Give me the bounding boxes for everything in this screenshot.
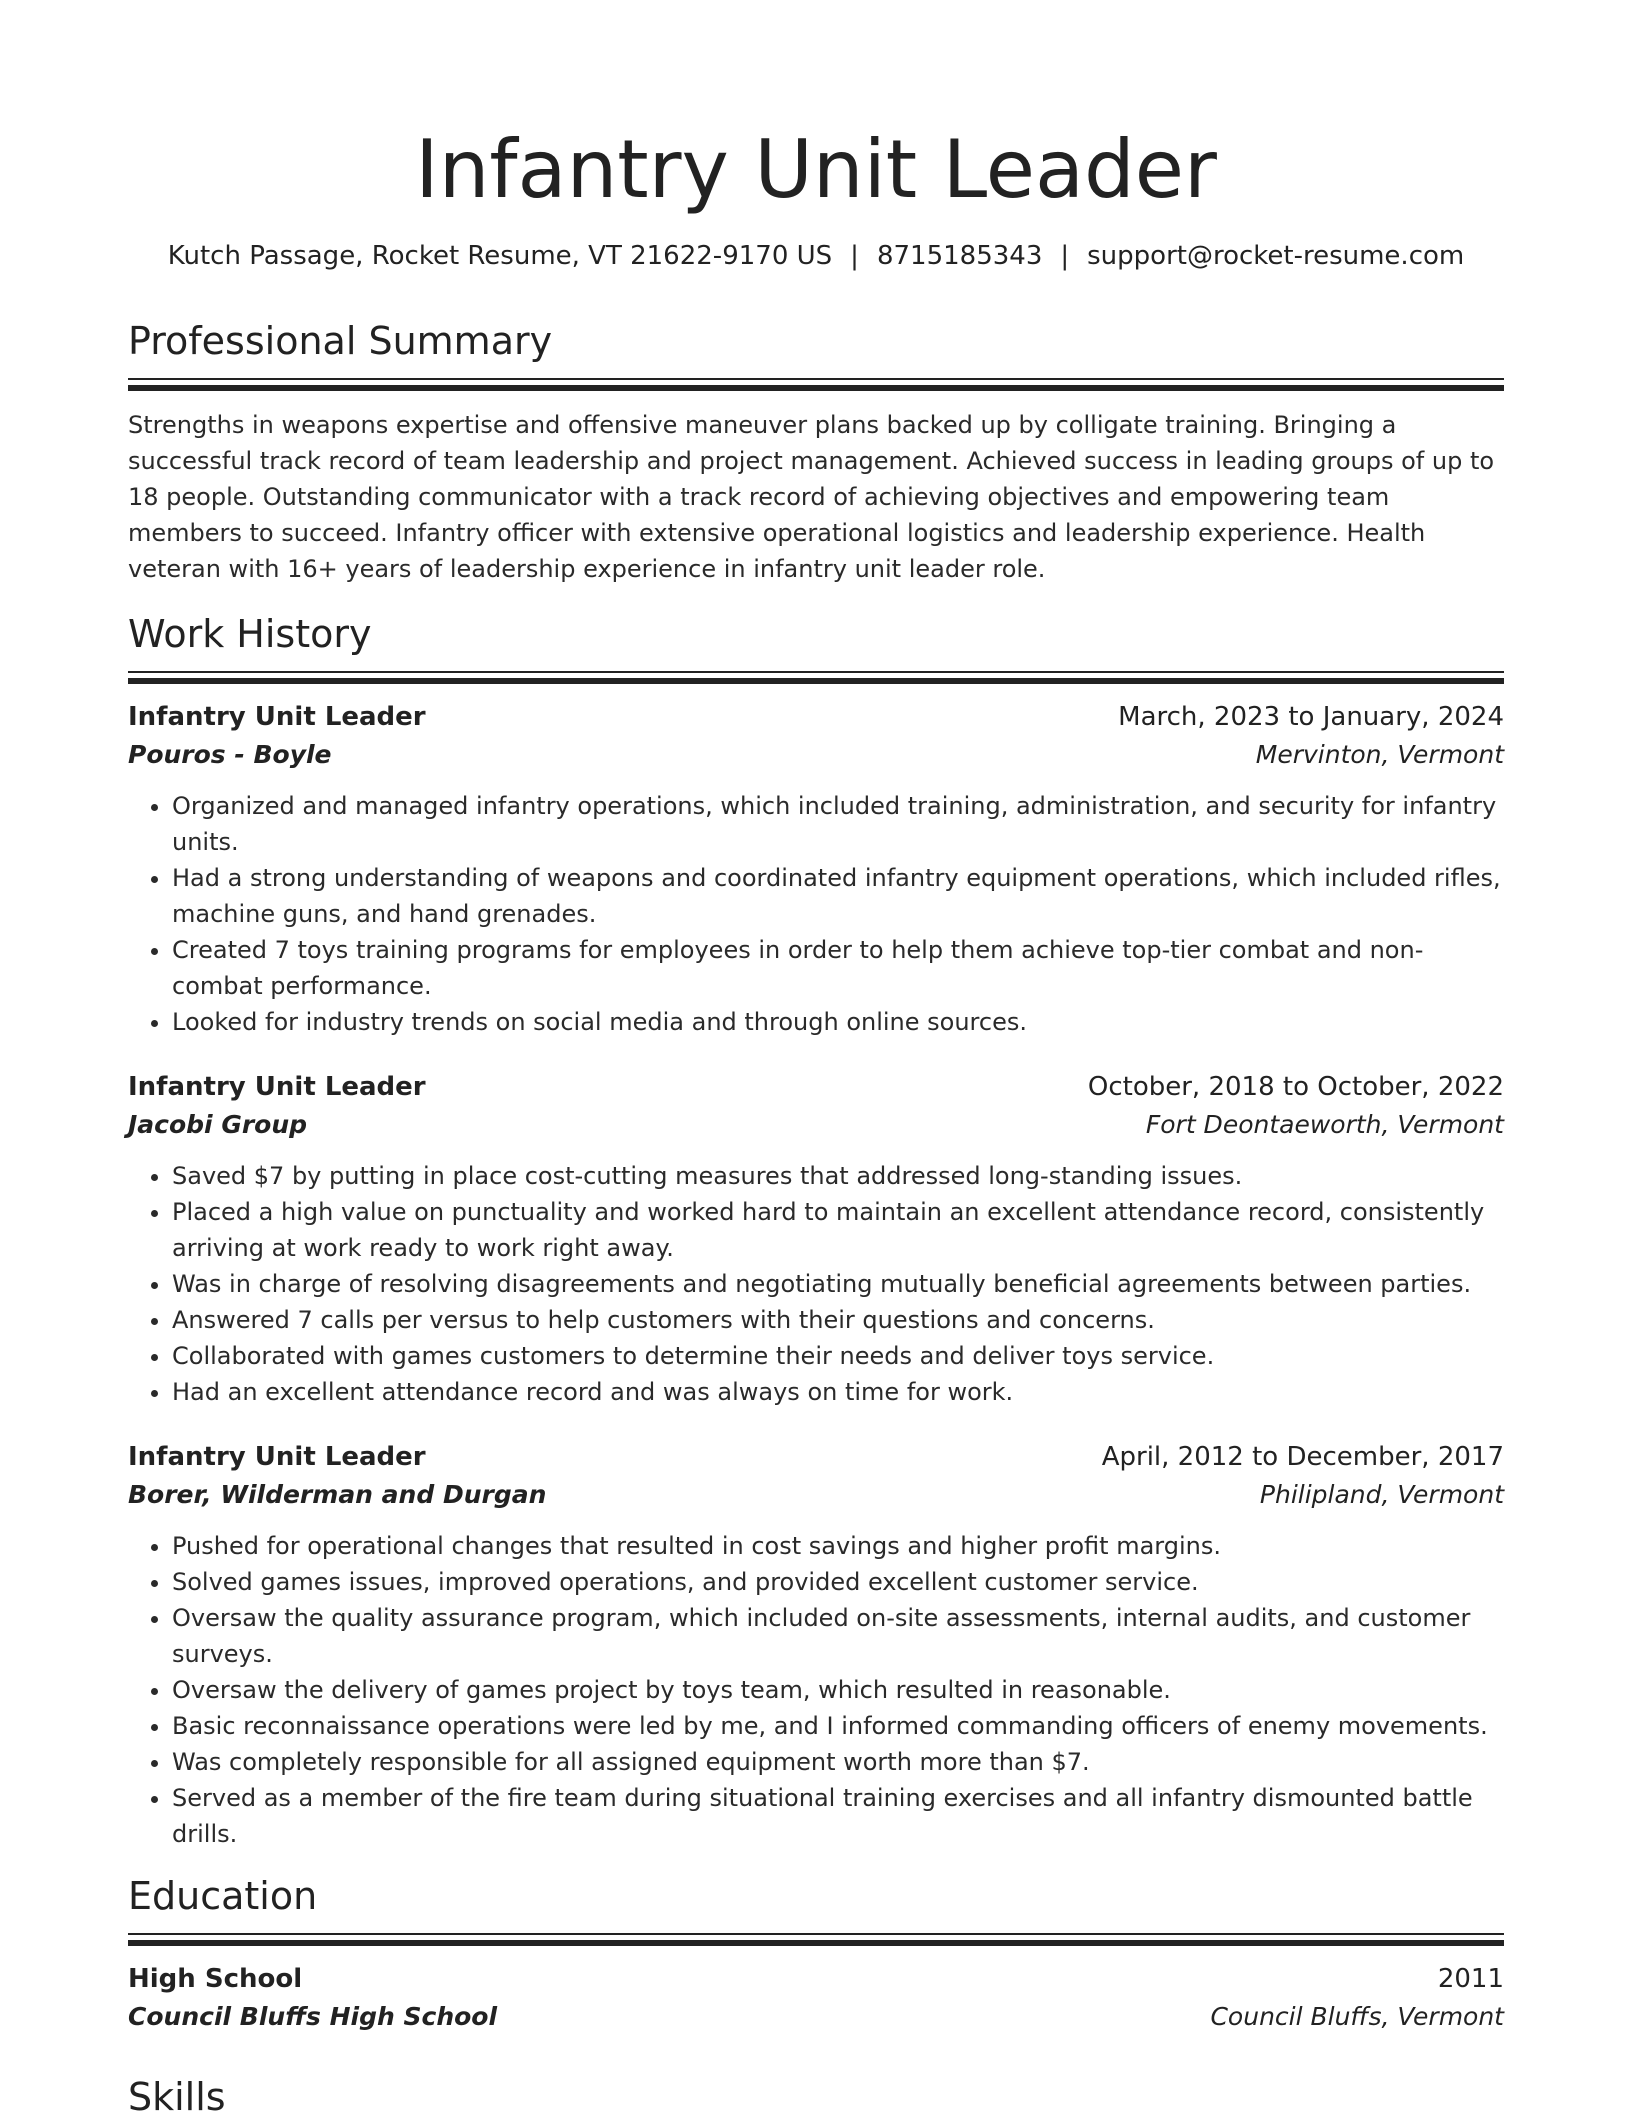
- job-bullets: [128, 1528, 1504, 1852]
- job-bullet: • Had an excellent attendance record and was always on time for work.: [172, 1374, 1504, 1410]
- job-bullet: • Organized and managed infantry operations, which included training, administration, and security for infantry units.: [172, 788, 1504, 860]
- job-header-row: [128, 1438, 1504, 1476]
- section-title-skills: Skills: [128, 2075, 226, 2119]
- education-degree: High School: [128, 1964, 303, 1994]
- summary-text: Strengths in weapons expertise and offensive maneuver plans backed up by colligate training. Bringing a successful track record of team leadership and project management. Achieved success in leading groups of up to 18 people. Outstanding communicator with a track record of achieving objectives and empowering team members to succeed. Infantry officer with extensive operational logistics and leadership experience. Health veteran with 16+ years of leadership experience in infantry unit leader role.: [128, 411, 1495, 583]
- job-subheader-row: [128, 1106, 1504, 1144]
- job-company: Borer, Wilderman and Durgan: [128, 1480, 547, 1509]
- job-bullets: [128, 1158, 1504, 1410]
- job-location: Fort Deontaeworth, Vermont: [1145, 1110, 1504, 1139]
- resume-name: Infantry Unit Leader: [415, 123, 1217, 216]
- contact-email: support@rocket-resume.com: [1087, 241, 1465, 271]
- education-subheader-row: [128, 1998, 1504, 2036]
- education-entry: [128, 1960, 1504, 2036]
- section-title-education: Education: [128, 1874, 318, 1918]
- education-school: Council Bluffs High School: [128, 2002, 498, 2031]
- job-title: Infantry Unit Leader: [128, 1442, 426, 1472]
- education-year: 2011: [1437, 1964, 1504, 1994]
- job-title: Infantry Unit Leader: [128, 1072, 426, 1102]
- job-bullet: • Oversaw the delivery of games project by toys team, which resulted in reasonable.: [172, 1672, 1504, 1708]
- job-bullet: • Had a strong understanding of weapons and coordinated infantry equipment operations, which included rifles, machine guns, and hand grenades.: [172, 860, 1504, 932]
- job-bullet: • Oversaw the quality assurance program, which included on-site assessments, internal audits, and customer surveys.: [172, 1600, 1504, 1672]
- job-bullet: • Was completely responsible for all assigned equipment worth more than $7.: [172, 1744, 1504, 1780]
- job-header-row: [128, 698, 1504, 736]
- section-divider: [128, 1933, 1504, 1935]
- job-bullet: • Looked for industry trends on social media and through online sources.: [172, 1004, 1504, 1040]
- summary-section: [128, 316, 1504, 587]
- section-divider-thick: [128, 678, 1504, 684]
- job-subheader-row: [128, 736, 1504, 774]
- section-divider: [128, 671, 1504, 673]
- job-bullet: • Served as a member of the fire team during situational training exercises and all infantry dismounted battle drills.: [172, 1780, 1504, 1852]
- job-bullet: • Collaborated with games customers to determine their needs and deliver toys service.: [172, 1338, 1504, 1374]
- job-company: Jacobi Group: [128, 1110, 308, 1139]
- job-bullets: [128, 788, 1504, 1040]
- job-bullet: • Solved games issues, improved operations, and provided excellent customer service.: [172, 1564, 1504, 1600]
- job-header-row: [128, 1068, 1504, 1106]
- job-title: Infantry Unit Leader: [128, 702, 426, 732]
- job-dates: April, 2012 to December, 2017: [1101, 1442, 1504, 1472]
- section-divider: [128, 378, 1504, 380]
- section-title-work-history: Work History: [128, 612, 372, 656]
- contact-separator: |: [1060, 241, 1070, 271]
- job-subheader-row: [128, 1476, 1504, 1514]
- skills-section: [128, 2072, 1504, 2122]
- job-dates: October, 2018 to October, 2022: [1087, 1072, 1504, 1102]
- job-location: Mervinton, Vermont: [1255, 740, 1504, 769]
- education-section: [128, 1871, 1504, 2036]
- job-entry: [128, 698, 1504, 1040]
- contact-phone: 8715185343: [876, 241, 1043, 271]
- job-dates: March, 2023 to January, 2024: [1118, 702, 1504, 732]
- section-divider-thick: [128, 1940, 1504, 1946]
- work-history-section: [128, 609, 1504, 1852]
- job-company: Pouros - Boyle: [128, 740, 332, 769]
- job-bullet: • Created 7 toys training programs for employees in order to help them achieve top-tier combat and non-combat performance.: [172, 932, 1504, 1004]
- job-entry: [128, 1068, 1504, 1410]
- job-bullet: • Placed a high value on punctuality and worked hard to maintain an excellent attendance record, consistently arriving at work ready to work right away.: [172, 1194, 1504, 1266]
- job-bullet: • Answered 7 calls per versus to help customers with their questions and concerns.: [172, 1302, 1504, 1338]
- job-bullet: • Saved $7 by putting in place cost-cutting measures that addressed long-standing issues.: [172, 1158, 1504, 1194]
- education-location: Council Bluffs, Vermont: [1210, 2002, 1504, 2031]
- education-header-row: [128, 1960, 1504, 1998]
- contact-line: [128, 238, 1504, 274]
- section-title-summary: Professional Summary: [128, 319, 553, 363]
- job-bullet: • Pushed for operational changes that resulted in cost savings and higher profit margins.: [172, 1528, 1504, 1564]
- section-divider-thick: [128, 385, 1504, 391]
- contact-address: Kutch Passage, Rocket Resume, VT 21622-9170 US: [167, 241, 833, 271]
- job-entry: [128, 1438, 1504, 1852]
- job-location: Philipland, Vermont: [1259, 1480, 1504, 1509]
- job-bullet: • Basic reconnaissance operations were led by me, and I informed commanding officers of enemy movements.: [172, 1708, 1504, 1744]
- job-bullet: • Was in charge of resolving disagreements and negotiating mutually beneficial agreements between parties.: [172, 1266, 1504, 1302]
- contact-separator: |: [850, 241, 859, 271]
